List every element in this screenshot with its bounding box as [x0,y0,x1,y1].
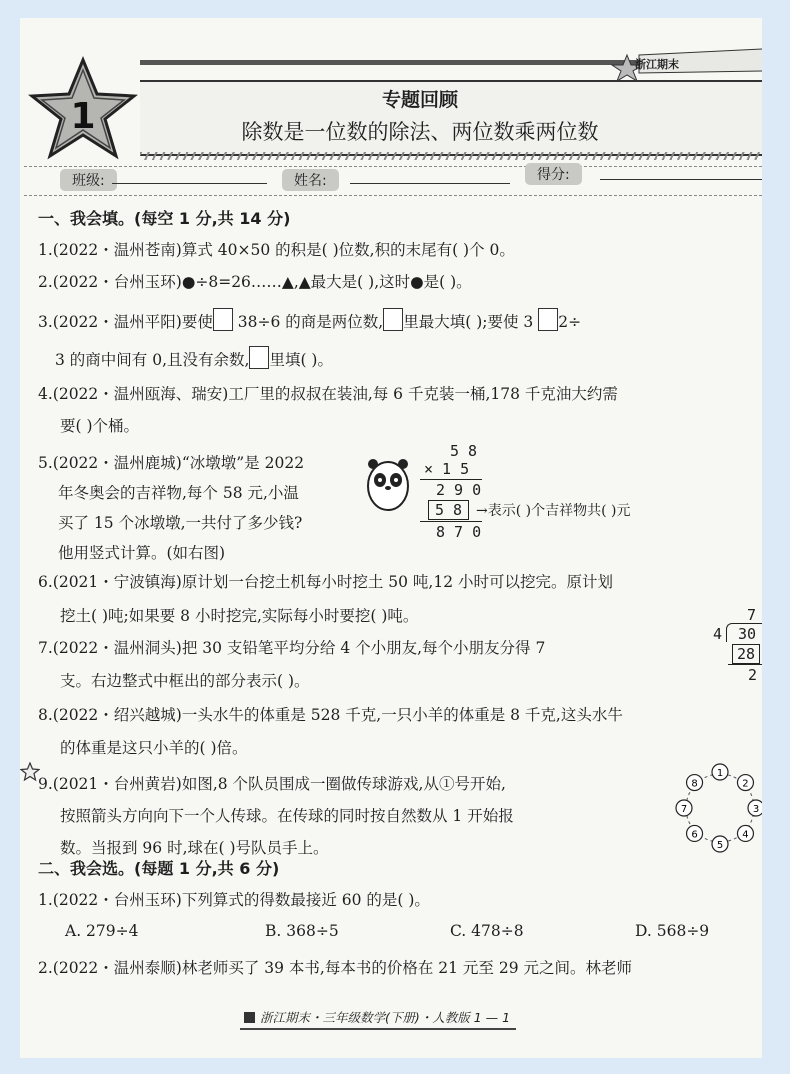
div-line [728,664,762,665]
banner-tag: 浙江期末 [635,58,679,71]
name-label: 姓名: [282,169,339,191]
calc-row3: 2 9 0 [436,481,482,499]
player-number: 6 [691,829,698,841]
q6-line2: 挖土( )吨;如果要 8 小时挖完,实际每小时要挖( )吨。 [60,607,419,625]
q5-text: 5.(2022・温州鹿城)“冰墩墩”是 2022 年冬奥会的吉祥物,每个 58 元,小温 买了 15 个冰墩墩,一共付了多少钱? 他用竖式计算。(如右图) [38,454,305,562]
q4-line1: 4.(2022・温州瓯海、瑞安)工厂里的叔叔在装油,每 6 千克装一桶,178 千克油大约需 [38,385,618,403]
blank-box[interactable] [213,308,233,331]
blank-box[interactable] [538,308,558,331]
calc-row1: 5 8 [450,442,478,460]
banner-tag-ribbon [605,43,762,83]
q4-line2: 要( )个桶。 [60,417,140,435]
footer-square-icon [244,1012,255,1023]
bing-dwen-dwen-mascot-icon [365,458,411,514]
class-label: 班级: [60,169,117,191]
player-number: 5 [716,840,724,851]
name-field[interactable] [350,182,510,184]
div-quotient: 7 [747,606,757,624]
page-title: 专题回顾 [381,89,458,111]
score-field[interactable] [600,178,762,180]
player-number: 3 [752,804,760,815]
unit-star-icon [28,56,138,166]
calc-line [420,521,482,522]
player-number: 4 [742,829,749,841]
option-b[interactable]: B. 368÷5 [265,922,339,940]
score-label: 得分: [525,163,582,185]
calc-row4-boxed: 5 8 [428,500,469,520]
option-a[interactable]: A. 279÷4 [65,922,139,940]
s2-q2-text: 2.(2022・温州泰顺)林老师买了 39 本书,每本书的价格在 21 元至 29 元之间。林老师 [38,959,632,977]
calc-line [420,479,482,480]
section2-heading: 二、我会选。(每题 1 分,共 6 分) [38,859,280,878]
q6-line1: 6.(2021・宁波镇海)原计划一台挖土机每小时挖土 50 吨,12 小时可以挖完。原计划 [38,573,613,591]
q3-line2: 3 的商中间有 0,且没有余数, 里填( )。 [55,346,333,370]
calc-note: →表示( )个吉祥物共( )元 [476,503,631,519]
page-footer: 浙江期末・三年级数学(下册)・人教版 1 — 1 [240,1008,516,1030]
option-c[interactable]: C. 478÷8 [450,922,524,940]
player-number: 7 [680,804,688,815]
banner-stripes [140,152,762,160]
calc-row2: × 1 5 [424,460,470,478]
pass-circle-diagram [670,758,762,858]
div-dividend: 30 [738,625,757,643]
s2-q1-text: 1.(2022・台州玉环)下列算式的得数最接近 60 的是( )。 [38,891,430,909]
q3-line1: 3.(2022・温州平阳)要使 38÷6 的商是两位数, 里最大填( );要使 3 2÷ [38,308,581,332]
page-subtitle: 除数是一位数的除法、两位数乘两位数 [241,120,599,144]
unit-number: 1 [70,96,96,137]
flower-star-icon [20,762,40,782]
blank-box[interactable] [383,308,403,331]
q7-line1: 7.(2022・温州洞头)把 30 支铅笔平均分给 4 个小朋友,每个小朋友分得 7 [38,639,546,657]
q7-line2: 支。右边整式中框出的部分表示( )。 [60,672,310,690]
class-field[interactable] [112,182,267,184]
worksheet-page [20,18,762,1058]
q2-text: 2.(2022・台州玉环)●÷8=26……▲,▲最大是( ),这时●是( )。 [38,273,472,291]
div-product-boxed: 28 [732,644,760,664]
player-number: 8 [691,778,698,790]
section1-heading: 一、我会填。(每空 1 分,共 14 分) [38,209,291,228]
q8-line1: 8.(2022・绍兴越城)一头水牛的体重是 528 千克,一只小羊的体重是 8 千克,这头水牛 [38,706,623,724]
player-number: 1 [716,768,724,779]
blank-box[interactable] [249,346,269,369]
option-d[interactable]: D. 568÷9 [635,922,710,940]
player-number: 2 [742,778,749,790]
div-divisor: 4 [713,625,723,643]
q1-text: 1.(2022・温州苍南)算式 40×50 的积是( )位数,积的末尾有( )个 0。 [38,241,515,259]
calc-row5: 8 7 0 [436,523,482,541]
info-bar [24,166,762,196]
div-remainder: 2 [748,666,758,684]
q9-text: 9.(2021・台州黄岩)如图,8 个队员围成一圈做传球游戏,从①号开始, 按照箭头方向向下一个人传球。在传球的同时按自然数从 1 开始报 数。当报到 96 时,球在( )号队员手上。 [38,775,514,857]
q8-line2: 的体重是这只小羊的( )倍。 [60,739,248,757]
